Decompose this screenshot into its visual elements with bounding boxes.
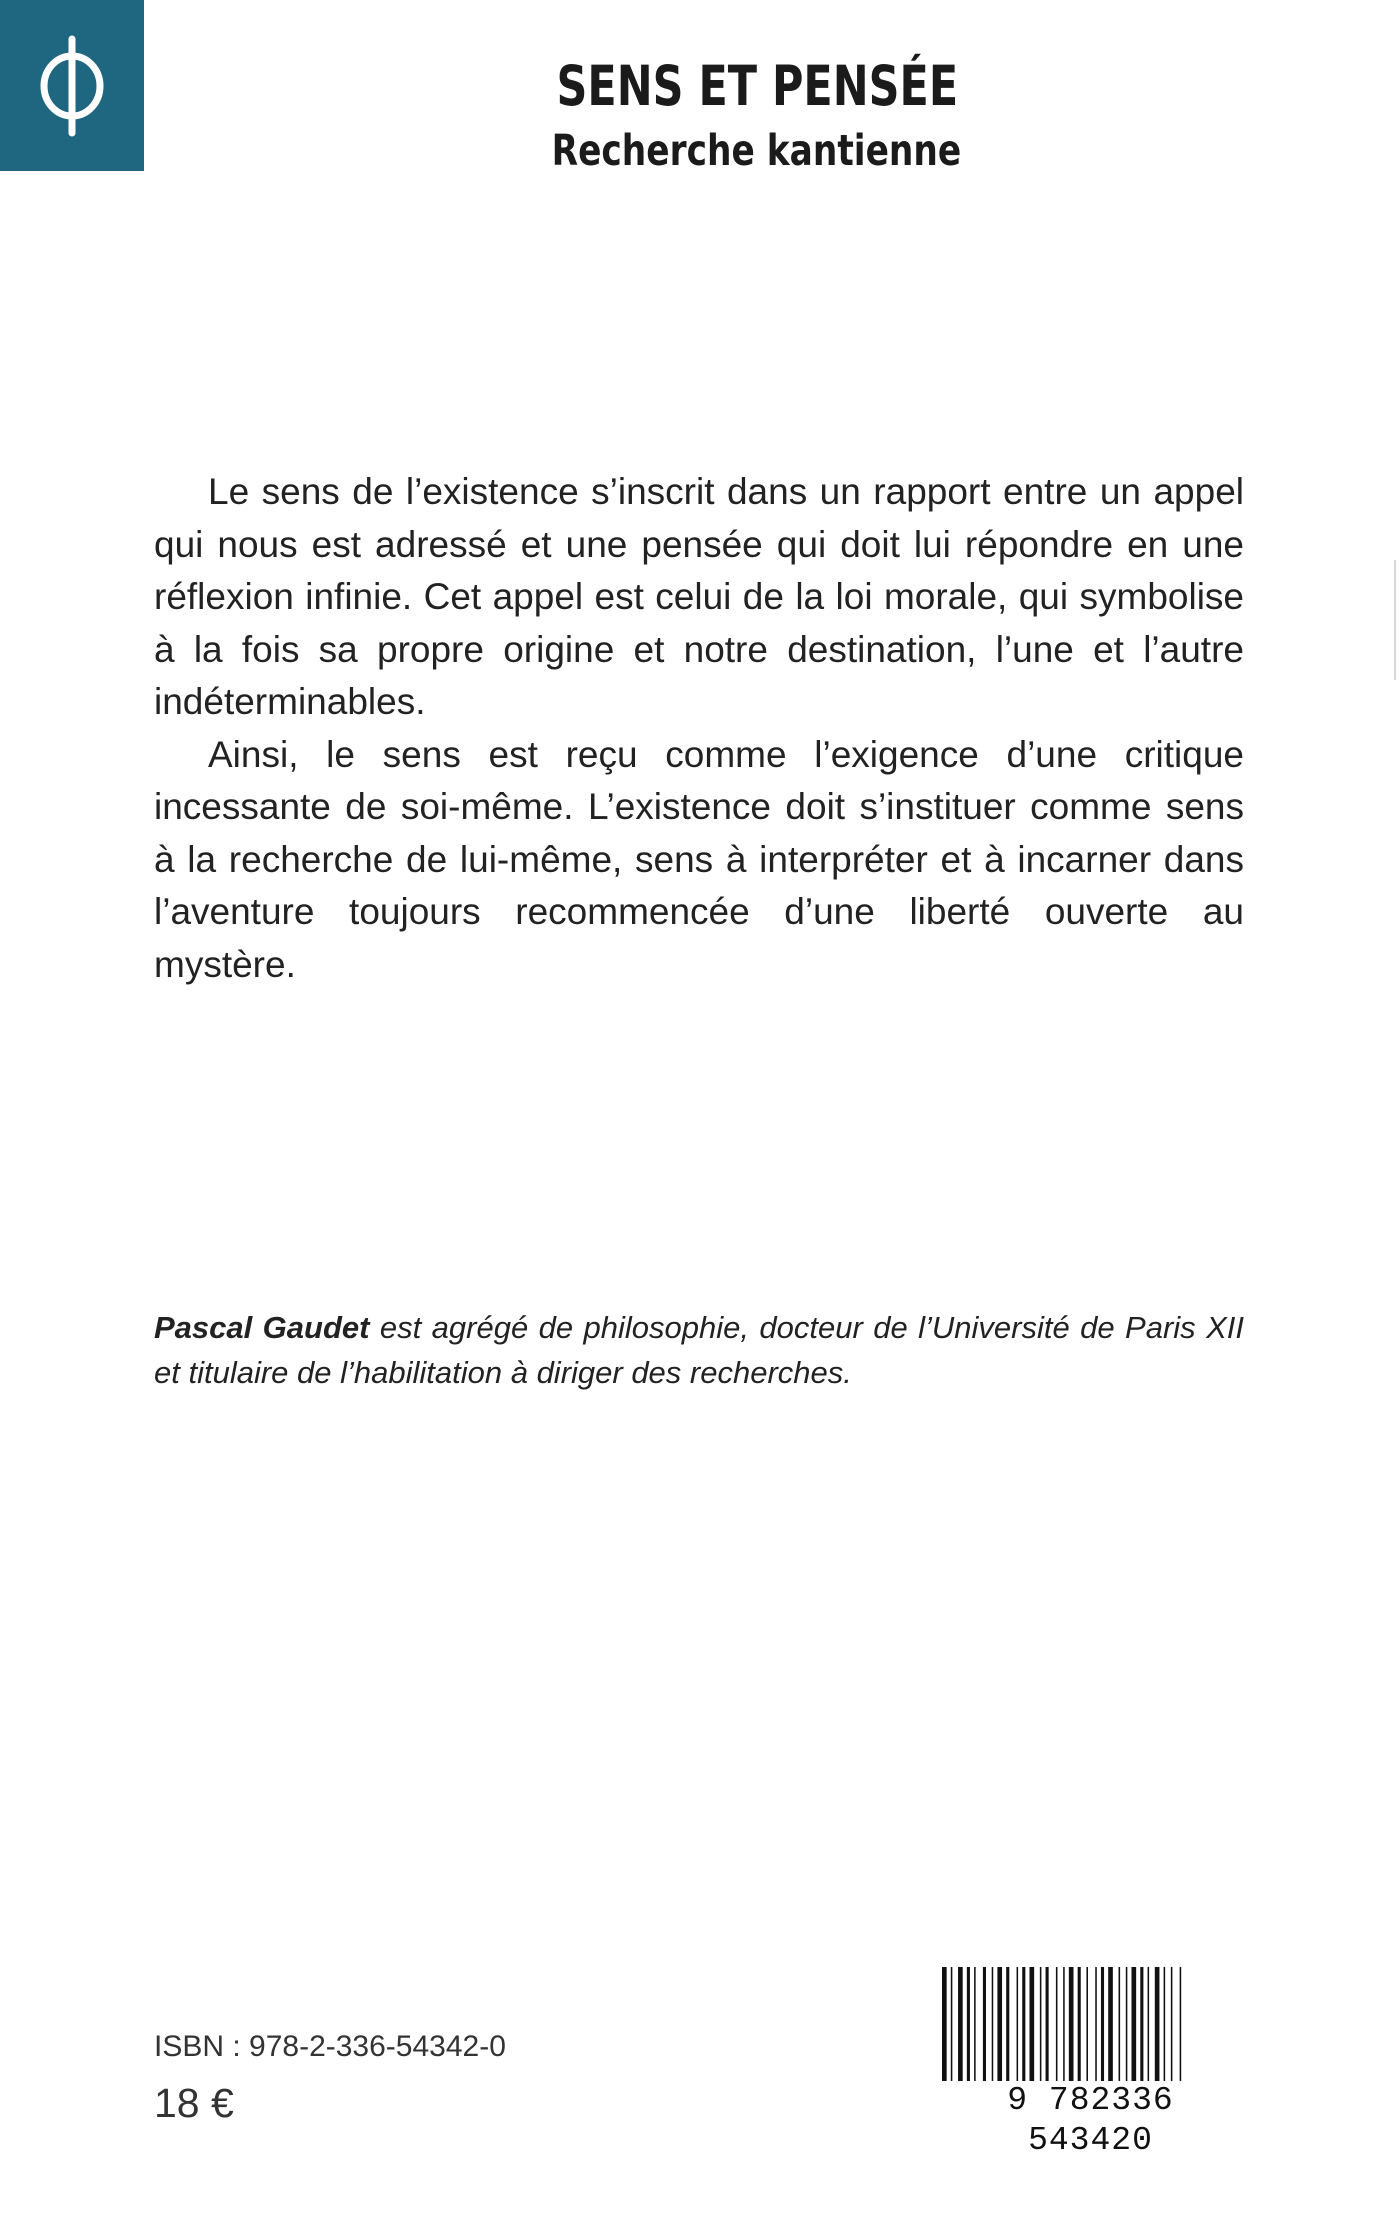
barcode-bar xyxy=(1126,1967,1128,2085)
barcode-digits: 9 782336 543420 xyxy=(938,2081,1243,2161)
barcode-bar xyxy=(1056,1967,1058,2085)
barcode-bar xyxy=(1101,1967,1104,2085)
barcode-bar xyxy=(1030,1967,1035,2085)
price-label: 18 € xyxy=(154,2080,234,2126)
barcode-bar xyxy=(1086,1967,1088,2085)
back-cover-blurb xyxy=(154,466,1244,991)
barcode-bar xyxy=(1164,1967,1166,2085)
barcode xyxy=(938,1965,1243,2159)
blurb-paragraph: Le sens de l’existence s’inscrit dans un rapport entre un appel qui nous est adressé et une pensée qui doit lui répondre en une réflexion infinie. Cet appel est celui de la loi morale, qui symbolise à la fois sa propre origine et notre destination, l’une et l’autre indéterminables. xyxy=(154,471,1244,722)
barcode-bar xyxy=(992,1967,994,2085)
barcode-bar xyxy=(967,1967,970,2085)
barcode-bar xyxy=(1148,1967,1150,2085)
barcode-bar xyxy=(1140,1967,1143,2085)
barcode-bar xyxy=(1108,1967,1113,2085)
barcode-bar xyxy=(1006,1967,1009,2085)
phi-logo-icon xyxy=(32,31,112,141)
author-biography xyxy=(154,1305,1244,1395)
barcode-bar xyxy=(1171,1967,1173,2085)
book-title: SENS ET PENSÉE xyxy=(556,54,959,118)
spine-edge xyxy=(1394,560,1396,680)
barcode-bar xyxy=(1017,1967,1019,2085)
barcode-bar xyxy=(974,1967,976,2085)
author-bio-text: est agrégé de philosophie, docteur de l’Université de Paris XII et titulaire de l’habilitation à diriger des recherches. xyxy=(154,1310,1245,1390)
barcode-bar xyxy=(958,1967,963,2085)
publisher-logo xyxy=(0,0,144,171)
barcode-bar xyxy=(1046,1967,1049,2085)
barcode-bar xyxy=(1022,1967,1025,2085)
barcode-bar xyxy=(997,1967,1002,2085)
isbn-number: ISBN : 978-2-336-54342-0 xyxy=(154,2030,506,2063)
barcode-bar xyxy=(983,1967,986,2085)
barcode-bar xyxy=(1132,1967,1137,2085)
barcode-bar xyxy=(1078,1967,1081,2085)
blurb-paragraph: Ainsi, le sens est reçu comme l’exigence d’une critique incessante de soi-même. L’existence doit s’instituer comme sens à la recherche de lui-même, sens à interpréter et à incarner dans l’aventure toujours recommencée d’une liberté ouverte au mystère. xyxy=(154,733,1244,985)
barcode-bar xyxy=(1040,1967,1042,2085)
author-name: Pascal Gaudet xyxy=(154,1310,370,1345)
barcode-bar xyxy=(1095,1967,1097,2085)
book-subtitle: Recherche kantienne xyxy=(551,126,962,176)
barcode-bar xyxy=(1119,1967,1121,2085)
barcode-bar xyxy=(1155,1967,1160,2085)
